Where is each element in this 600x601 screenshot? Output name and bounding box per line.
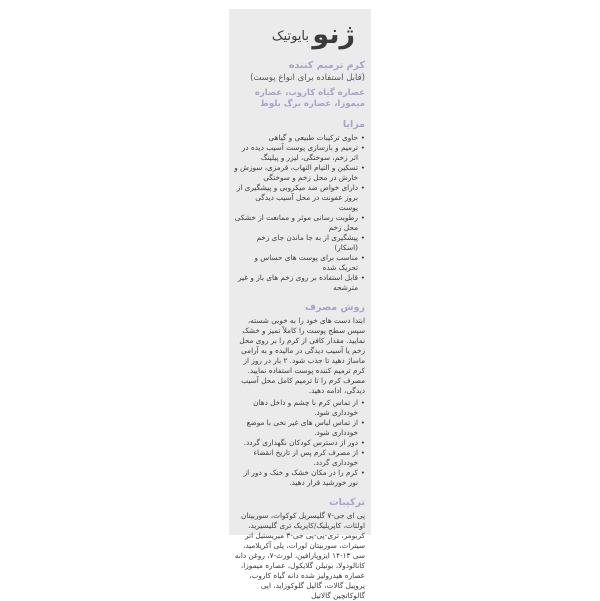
- composition-text: پی ای جی-۷ گلیسریل کوکوات، سوربیتان اولئات، کاپریلیک/کاپریک تری گلیسیرید، کربومر، تری-پی-پی جی-۳ میریستیل اتر سیترات، سوربیتان لورات، پلی آکریلامید، سی ۱۳-۱۴ ایزوپارافین، لورث-۷، روغن دانه کانالودولا، بوتیلن گلایکول، عصاره میموزا، عصاره هیدرولیز شده دانه گیاه کاروب، پروپیل گالات، گالیل گلوکوزاید، اپی گالوکاتچین گالاتیل: [234, 511, 365, 600]
- benefit-item: • مناسب برای پوست های حساس و تحریک شده: [234, 253, 365, 273]
- benefits-list: [234, 133, 365, 293]
- warning-item: • از تماس لباس های غیر نخی با موضع خودداری شود.: [234, 418, 365, 438]
- benefit-item: • حاوی ترکیبات طبیعی و گیاهی: [234, 133, 365, 143]
- benefit-item: • ترمیم و بازسازی پوست آسیب دیده در اثر زخم، سوختگی، لیزر و پیلینگ: [234, 143, 365, 163]
- benefits-title: مزایا: [342, 119, 365, 130]
- warning-item: • از تماس کرم با چشم و داخل دهان خودداری شود.: [234, 398, 365, 418]
- benefit-item: • پیشگیری از به جا ماندن جای زخم (اسکار): [234, 233, 365, 253]
- usage-title: روش مصرف: [305, 302, 365, 313]
- brand-mark: ژنو: [312, 19, 355, 50]
- benefit-item: • رطوبت رسانی موثر و ممانعت از خشکی محل زخم: [234, 213, 365, 233]
- brand-sub: بایوتیک: [271, 29, 309, 44]
- usage-text: ابتدا دست های خود را به خوبی شسته، سپس سطح پوست را کاملاً تمیز و خشک نمایید. مقدار کافی از کرم را بر روی محل زخم یا آسیب دیدگی در مالیده و به آرامی ماساژ دهید تا جذب شود. ۲ بار در روز از کرم ترمیم کننده پوست استفاده نمایید. مصرف کرم را تا ترمیم کامل محل آسیب دیدگی، ادامه دهید.: [239, 316, 365, 395]
- composition-title: ترکیبات: [329, 497, 365, 508]
- benefit-item: • قابل استفاده بر روی زخم های باز و غیر مترشحه: [234, 273, 365, 293]
- benefit-item: • تسکین و التیام التهاب، قرمزی، سوزش و خارش در محل زخم و سوختگی: [234, 163, 365, 183]
- warning-item: • دور از دسترس کودکان نگهداری گردد.: [234, 438, 365, 448]
- key-ingredients: عصاره گیاه کاروب، عصاره میموزا، عصاره برگ بلوط: [254, 88, 365, 109]
- product-title: کرم ترمیم کننده: [288, 60, 365, 71]
- brand-logo: [234, 20, 365, 60]
- warning-item: • از مصرف کرم پس از تاریخ انقضاء خودداری گردد.: [234, 448, 365, 468]
- warning-item: • کرم را در مکان خشک و خنک و دور از نور خورشید قرار دهید.: [234, 468, 365, 488]
- benefit-item: • دارای خواص ضد میکروبی و پیشگیری از بروز عفونت در محل آسیب دیدگی پوست: [234, 183, 365, 213]
- warnings-list: [234, 398, 365, 488]
- product-subtitle: (قابل استفاده برای انواع پوست): [250, 73, 365, 83]
- product-description-panel: [229, 9, 371, 600]
